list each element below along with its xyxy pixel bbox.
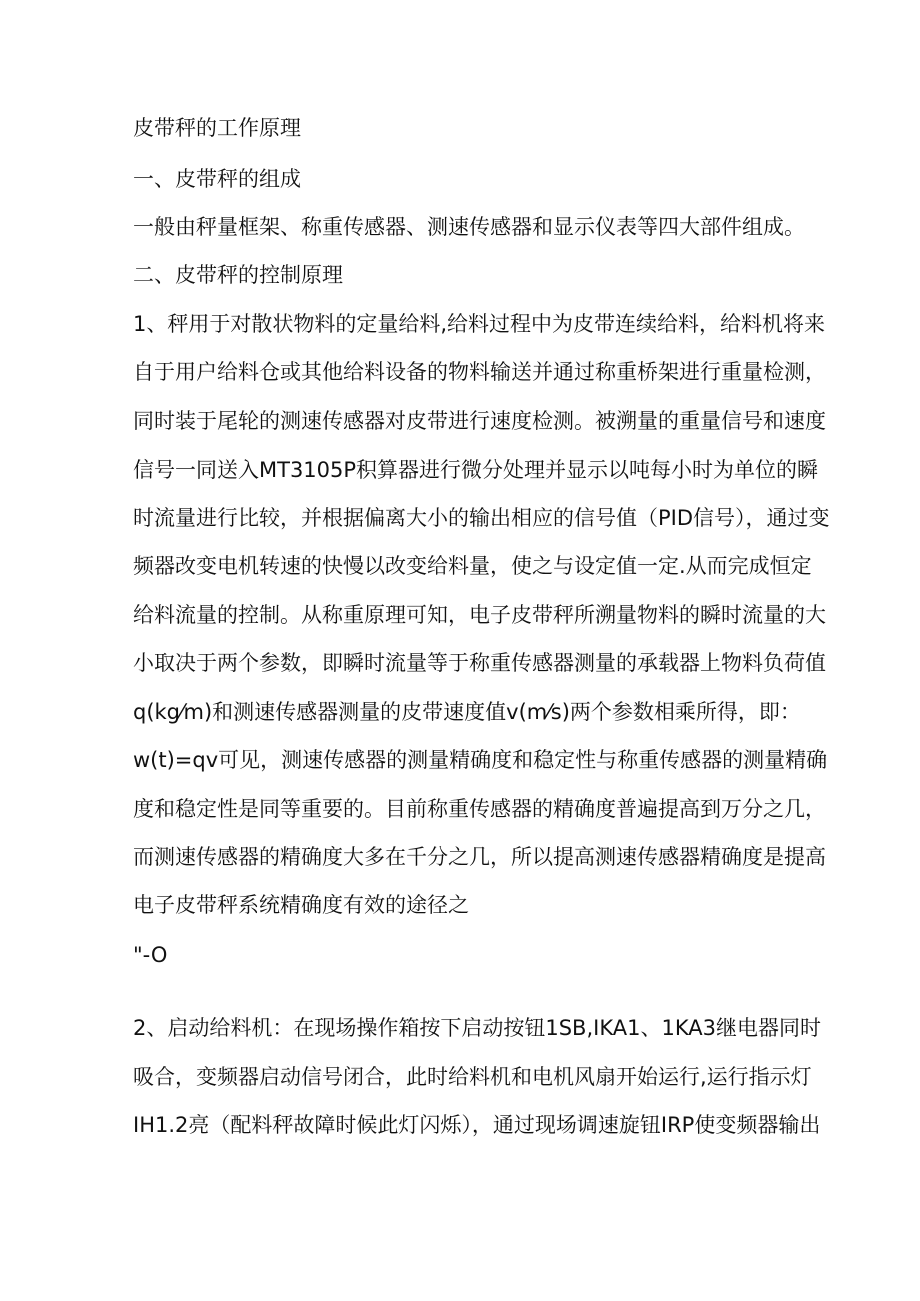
paragraph-line: 自于用户给料仓或其他给料设备的物料输送并通过称重桥架进行重量检测， bbox=[133, 360, 826, 384]
document-title: 皮带秤的工作原理 bbox=[133, 116, 301, 140]
paragraph-line: 给料流量的控制。从称重原理可知，电子皮带秤所溯量物料的瞬时流量的大 bbox=[133, 603, 826, 627]
paragraph-line: 时流量进行比较，并根据偏离大小的输出相应的信号值（PID信号），通过变 bbox=[133, 506, 830, 530]
paragraph-line: 而测速传感器的精确度大多在千分之几，所以提高测速传感器精确度是提高 bbox=[133, 845, 826, 869]
section-heading-composition: 一、皮带秤的组成 bbox=[133, 167, 301, 191]
paragraph-line: 同时装于尾轮的测速传感器对皮带进行速度检测。被溯量的重量信号和速度 bbox=[133, 409, 826, 433]
paragraph-line: 信号一同送入MT3105P积算器进行微分处理并显示以吨每小时为单位的瞬 bbox=[133, 458, 819, 482]
paragraph-line: 1、秤用于对散状物料的定量给料,给料过程中为皮带连续给料，给料机将来 bbox=[133, 312, 826, 336]
paragraph-line: 吸合，变频器启动信号闭合，此时给料机和电机风扇开始运行,运行指示灯 bbox=[133, 1065, 812, 1089]
paragraph-line: IH1.2亮（配料秤故障时候此灯闪烁），通过现场调速旋钮IRP使变频器输出 bbox=[133, 1113, 821, 1137]
paragraph-line: 2、启动给料机：在现场操作箱按下启动按钮1SB,IKA1、1KA3继电器同时 bbox=[133, 1016, 821, 1040]
text-fragment: "-O bbox=[133, 943, 168, 967]
paragraph-line: 频器改变电机转速的快慢以改变给料量，使之与设定值一定.从而完成恒定 bbox=[133, 554, 812, 578]
paragraph-line: q(kg⁄m)和测速传感器测量的皮带速度值v(m⁄s)两个参数相乘所得，即： bbox=[133, 700, 801, 724]
paragraph-line: w(t)=qv可见，测速传感器的测量精确度和稳定性与称重传感器的测量精确 bbox=[133, 748, 828, 772]
paragraph-line: 小取决于两个参数，即瞬时流量等于称重传感器测量的承载器上物料负荷值 bbox=[133, 651, 826, 675]
section-heading-control-principle: 二、皮带秤的控制原理 bbox=[133, 263, 343, 287]
paragraph-line: 电子皮带秤系统精确度有效的途径之 bbox=[133, 893, 469, 917]
composition-text: 一般由秤量框架、称重传感器、测速传感器和显示仪表等四大部件组成。 bbox=[133, 215, 805, 239]
paragraph-line: 度和稳定性是同等重要的。目前称重传感器的精确度普遍提高到万分之几， bbox=[133, 797, 826, 821]
